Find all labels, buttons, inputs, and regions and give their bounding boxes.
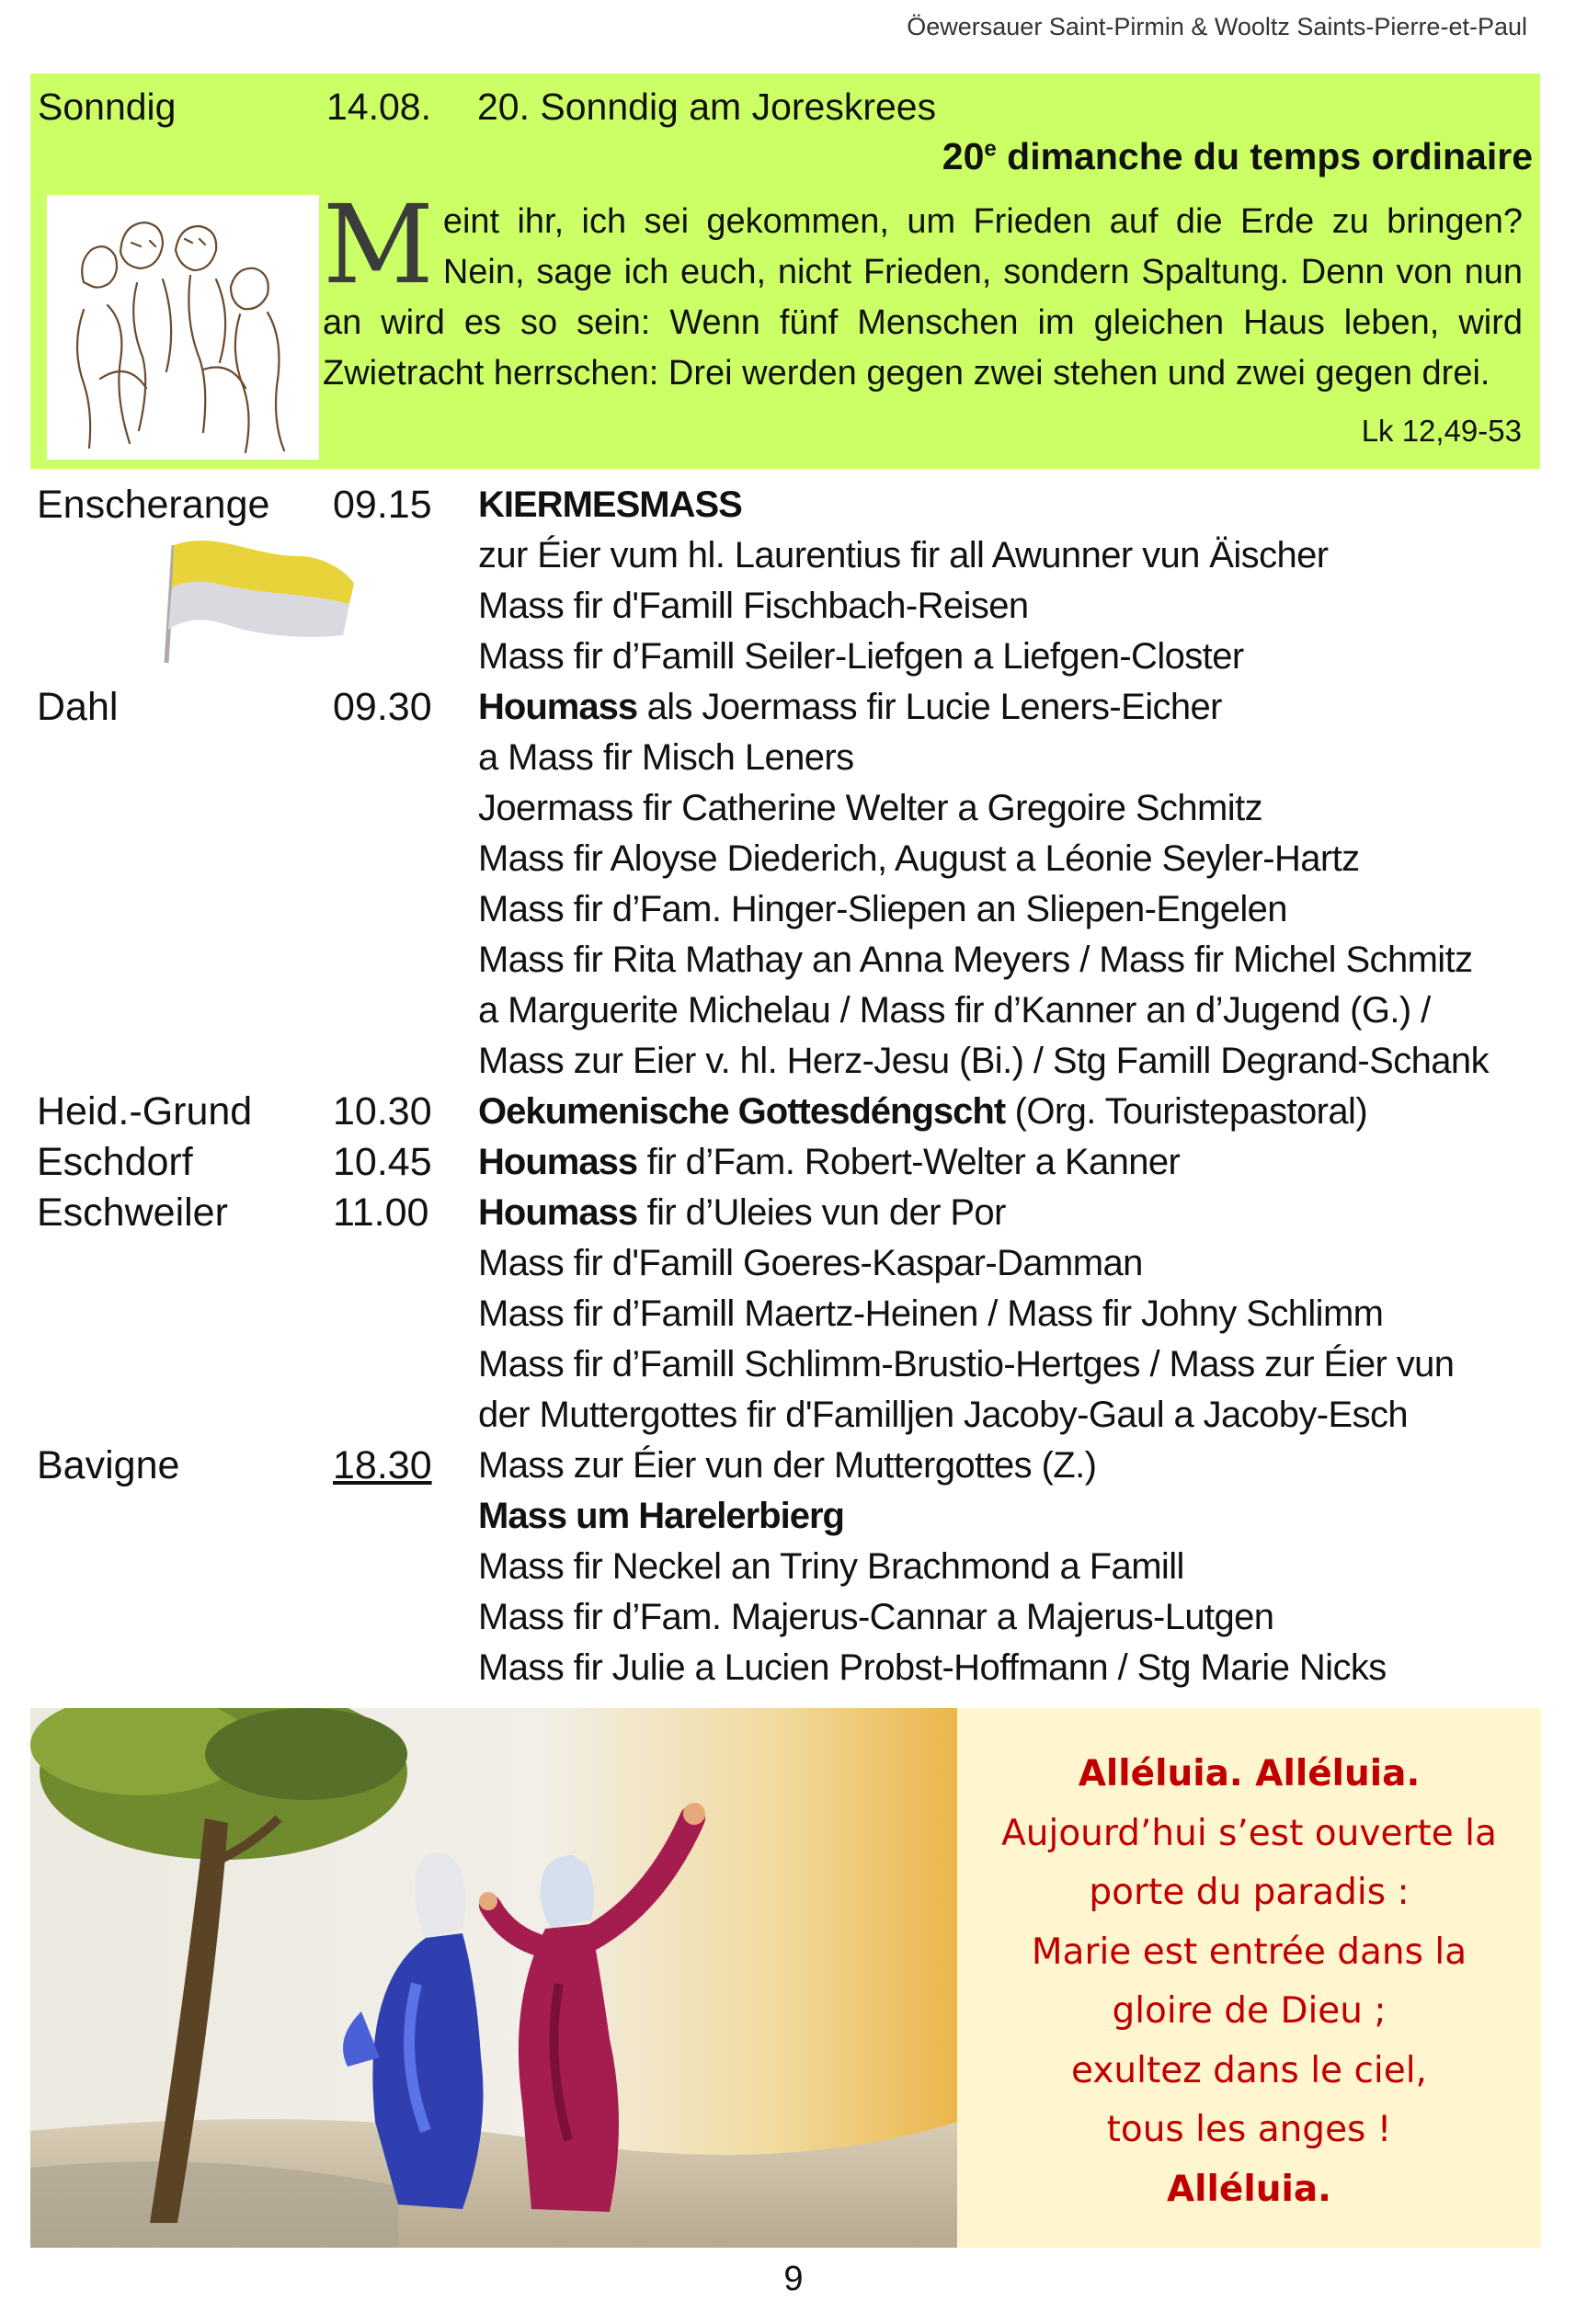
schedule-entry	[37, 1188, 1545, 1441]
intention-text: Mass zur Éier vun der Muttergottes (Z.)	[478, 1445, 1097, 1486]
mass-type: Mass um Harelerbierg	[478, 1496, 844, 1536]
intention-text: a Mass fir Misch Leners	[478, 737, 854, 778]
intention-text: fir d’Uleies vun der Por	[637, 1192, 1006, 1233]
quote-line: Alléluia. Alléluia.	[1078, 1753, 1421, 1794]
gospel-dropcap: M	[323, 181, 434, 308]
intention-line	[478, 834, 1545, 884]
intention-line	[478, 1643, 1545, 1693]
mass-type: Houmass	[478, 1142, 638, 1182]
sunday-banner	[30, 74, 1540, 469]
intention-text: (Org. Touristepastoral)	[1005, 1091, 1368, 1132]
intention-line	[478, 733, 1545, 783]
intention-text: Mass fir Neckel an Triny Brachmond a Famill	[478, 1546, 1184, 1587]
page-number: 9	[783, 2260, 804, 2298]
place-name: Eschdorf	[37, 1140, 193, 1184]
schedule-entry	[37, 1137, 1545, 1188]
intention-text: Mass zur Eier v. hl. Herz-Jesu (Bi.) / Stg Famill Degrand-Schank	[478, 1041, 1489, 1081]
intention-line	[478, 1390, 1545, 1441]
visitation-painting	[30, 1708, 957, 2248]
alleluia-quote-box	[957, 1708, 1541, 2248]
quote-line: Alléluia.	[1166, 2168, 1331, 2210]
place-name: Enscherange	[37, 483, 270, 527]
intention-text: Joermass fir Catherine Welter a Gregoire Schmitz	[478, 788, 1262, 828]
intention-text: Mass fir d'Famill Fischbach-Reisen	[478, 586, 1029, 626]
intention-line	[478, 783, 1545, 834]
intention-text: Mass fir d’Famill Maertz-Heinen / Mass fir Johny Schlimm	[478, 1293, 1384, 1334]
place-name: Heid.-Grund	[37, 1089, 253, 1134]
intention-line	[478, 581, 1545, 632]
intention-list	[478, 1137, 1545, 1188]
intention-line	[478, 935, 1545, 985]
alleluia-quote	[957, 1745, 1541, 2219]
place-name: Eschweiler	[37, 1190, 228, 1235]
mass-time: 09.15	[333, 483, 432, 527]
mass-time: 09.30	[333, 685, 432, 729]
intention-line	[478, 1491, 1545, 1542]
mass-time: 10.30	[333, 1089, 432, 1134]
intention-line	[478, 1339, 1545, 1390]
sunday-title-fr	[942, 135, 1533, 178]
mass-time: 10.45	[333, 1140, 432, 1184]
quote-line: tous les anges !	[1106, 2109, 1392, 2150]
schedule-entry	[37, 682, 1545, 1087]
quote-line: Aujourd’hui s’est ouverte la	[1001, 1812, 1497, 1854]
intention-line	[478, 1036, 1545, 1087]
mass-time: 18.30	[333, 1443, 432, 1487]
gospel-reference: Lk 12,49-53	[1361, 414, 1522, 448]
intention-line	[478, 1238, 1545, 1289]
title-fr-sup: e	[984, 136, 997, 162]
intention-line	[478, 1441, 1545, 1491]
intention-list	[478, 1188, 1545, 1441]
papal-flag-icon	[161, 529, 363, 666]
gospel-body: eint ihr, ich sei gekommen, um Frieden auf die Erde zu bringen? Nein, sage ich euch, nicht Frieden, sondern Spaltung. Denn von nun an wird es so sein: Wenn fünf Menschen im gleichen Haus leben, wird Zwietracht herrschen: Drei werden gegen zwei stehen und zwei gegen drei.	[323, 202, 1523, 393]
schedule-entry	[37, 1087, 1545, 1137]
intention-text: Mass fir d'Famill Goeres-Kaspar-Damman	[478, 1243, 1143, 1283]
title-fr-number: 20	[942, 135, 985, 177]
sunday-title-lu: 20. Sonndig am Joreskrees	[477, 85, 937, 128]
intention-text: a Marguerite Michelau / Mass fir d’Kanner an d’Jugend (G.) /	[478, 990, 1431, 1031]
intention-text: Mass fir d’Fam. Hinger-Sliepen an Sliepen-Engelen	[478, 889, 1287, 929]
intention-line	[478, 682, 1545, 733]
intention-text: fir d’Fam. Robert-Welter a Kanner	[637, 1142, 1181, 1182]
intention-text: Mass fir d’Famill Seiler-Liefgen a Liefgen-Closter	[478, 636, 1244, 677]
intention-line	[478, 480, 1545, 530]
intention-text: der Muttergottes fir d'Familljen Jacoby-Gaul a Jacoby-Esch	[478, 1395, 1409, 1435]
mass-time: 11.00	[333, 1190, 429, 1235]
quote-line: gloire de Dieu ;	[1112, 1990, 1387, 2032]
gospel-text	[323, 181, 1523, 399]
disciples-sketch-image	[47, 195, 319, 460]
intention-text: Mass fir Rita Mathay an Anna Meyers / Mass fir Michel Schmitz	[478, 940, 1473, 980]
intention-line	[478, 530, 1545, 581]
mass-type: Houmass	[478, 687, 638, 727]
intention-line	[478, 985, 1545, 1036]
intention-line	[478, 1289, 1545, 1339]
intention-text: zur Éier vum hl. Laurentius fir all Awunner vun Äischer	[478, 535, 1329, 575]
intention-list	[478, 1441, 1545, 1693]
sunday-label: Sonndig	[38, 85, 177, 128]
intention-line	[478, 1542, 1545, 1592]
intention-text: Mass fir Aloyse Diederich, August a Léonie Seyler-Hartz	[478, 838, 1360, 879]
sunday-date: 14.08.	[326, 85, 431, 128]
intention-line	[478, 1188, 1545, 1238]
intention-line	[478, 1137, 1545, 1188]
intention-list	[478, 1087, 1545, 1137]
intention-text: als Joermass fir Lucie Leners-Eicher	[637, 687, 1222, 727]
intention-line	[478, 632, 1545, 682]
intention-text: Mass fir Julie a Lucien Probst-Hoffmann / Stg Marie Nicks	[478, 1647, 1387, 1688]
intention-text: Mass fir d’Fam. Majerus-Cannar a Majerus-Lutgen	[478, 1597, 1274, 1637]
parish-header: Öewersauer Saint-Pirmin & Wooltz Saints-Pierre-et-Paul	[907, 13, 1527, 40]
schedule-entry	[37, 1441, 1545, 1693]
intention-line	[478, 1592, 1545, 1643]
intention-line	[478, 884, 1545, 935]
intention-list	[478, 480, 1545, 682]
intention-text: Mass fir d’Famill Schlimm-Brustio-Hertges / Mass zur Éier vun	[478, 1344, 1455, 1384]
title-fr-rest: dimanche du temps ordinaire	[996, 135, 1533, 177]
mass-type: Oekumenische Gottesdéngscht	[478, 1091, 1006, 1132]
intention-list	[478, 682, 1545, 1087]
quote-line: exultez dans le ciel,	[1071, 2049, 1427, 2091]
place-name: Dahl	[37, 685, 119, 729]
intention-line	[478, 1087, 1545, 1137]
quote-line: Marie est entrée dans la	[1031, 1931, 1467, 1973]
quote-line: porte du paradis :	[1089, 1872, 1410, 1913]
mass-type: Houmass	[478, 1192, 638, 1233]
place-name: Bavigne	[37, 1443, 180, 1487]
mass-type: KIERMESMASS	[478, 484, 742, 525]
